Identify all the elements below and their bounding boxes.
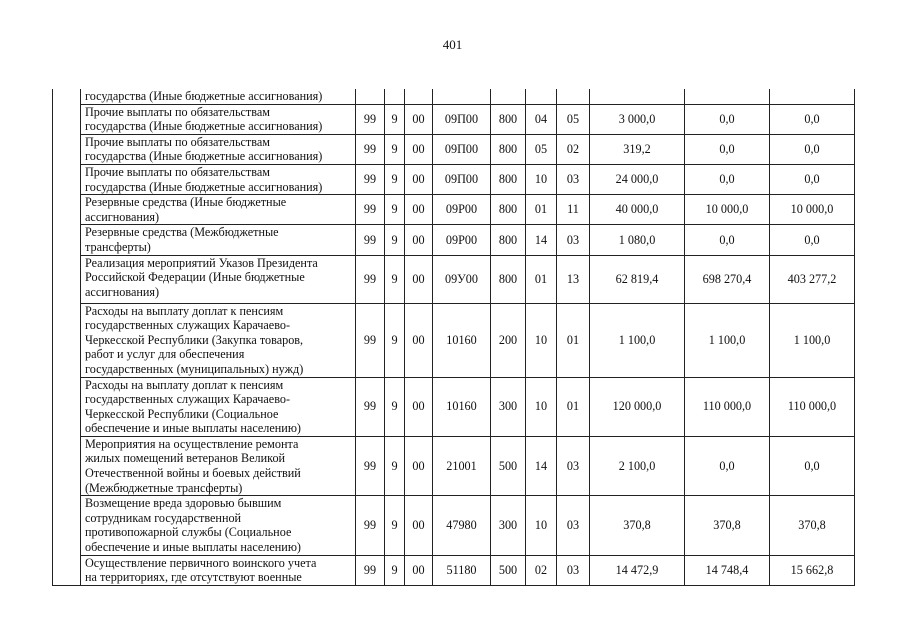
section-code-cell: 02: [526, 555, 557, 585]
expense-name-line: Черкесской Республики (Закупка товаров,: [85, 332, 304, 347]
amount-year-2-cell: 698 270,4: [685, 255, 770, 303]
row-index-cell: [53, 195, 81, 225]
subsection-code-cell: 13: [557, 255, 590, 303]
amount-year-3-cell: 403 277,2: [770, 255, 855, 303]
direction-code-cell: 09Р00: [433, 225, 491, 255]
expense-name-cell: [81, 104, 356, 134]
table-row: [53, 496, 856, 555]
row-index-cell: [53, 255, 81, 303]
expense-name-line: Прочие выплаты по обязательствам: [85, 164, 270, 179]
expense-type-code-cell: 800: [491, 164, 526, 194]
section-code-cell: 10: [526, 496, 557, 555]
amount-year-2-cell: 0,0: [685, 134, 770, 164]
amount-year-2-cell: 1 100,0: [685, 303, 770, 377]
amount-year-1-cell: 24 000,0: [590, 164, 685, 194]
main-event-code-cell: 00: [405, 134, 433, 164]
row-index-cell: [53, 496, 81, 555]
table-row: [53, 555, 856, 585]
direction-code-cell: 09У00: [433, 255, 491, 303]
trailing-cell: [855, 255, 856, 303]
direction-code-cell: 10160: [433, 303, 491, 377]
expense-name-line: (Межбюджетные трансферты): [85, 480, 243, 495]
ministry-code-cell: 99: [356, 225, 385, 255]
amount-year-2-cell: 0,0: [685, 225, 770, 255]
row-index-cell: [53, 134, 81, 164]
amount-year-1-cell: 120 000,0: [590, 377, 685, 436]
expense-name-cell: [81, 164, 356, 194]
subsection-code-cell: 03: [557, 496, 590, 555]
expense-name-line: Прочие выплаты по обязательствам: [85, 134, 270, 149]
expense-name-line: обеспечение и иные выплаты населению): [85, 421, 301, 436]
expense-name-line: Резервные средства (Иные бюджетные: [85, 195, 287, 210]
row-index-cell: [53, 104, 81, 134]
ministry-code-cell: 99: [356, 104, 385, 134]
ministry-code-cell: 99: [356, 436, 385, 495]
direction-code-cell: 10160: [433, 377, 491, 436]
row-index-cell: [53, 303, 81, 377]
expense-name-line: государственных служащих Карачаево-: [85, 392, 291, 407]
main-event-code-cell: 00: [405, 104, 433, 134]
subprogram-code-cell: 9: [385, 303, 405, 377]
main-event-code-cell: 00: [405, 225, 433, 255]
main-event-code-cell: 00: [405, 555, 433, 585]
main-event-code-cell: 00: [405, 164, 433, 194]
subprogram-code-cell: 9: [385, 436, 405, 495]
expense-type-code-cell: 800: [491, 104, 526, 134]
subprogram-code-cell: 9: [385, 555, 405, 585]
amount-year-2-cell: 10 000,0: [685, 195, 770, 225]
subsection-code-cell: 03: [557, 555, 590, 585]
trailing-cell: [855, 104, 856, 134]
trailing-cell: [855, 496, 856, 555]
expense-name-line: работ и услуг для обеспечения: [85, 347, 245, 362]
expense-name-line: государственных (муниципальных) нужд): [85, 361, 304, 376]
expense-name-line: государства (Иные бюджетные ассигнования): [85, 179, 323, 194]
amount-year-1-cell: 14 472,9: [590, 555, 685, 585]
table-row: [53, 303, 856, 377]
subsection-code-cell: 03: [557, 436, 590, 495]
amount-year-2-cell: [685, 89, 770, 104]
subsection-code-cell: 02: [557, 134, 590, 164]
amount-year-3-cell: 0,0: [770, 436, 855, 495]
expense-name-line: обеспечение и иные выплаты населению): [85, 540, 301, 555]
amount-year-3-cell: 15 662,8: [770, 555, 855, 585]
direction-code-cell: 09П00: [433, 104, 491, 134]
row-index-cell: [53, 225, 81, 255]
subprogram-code-cell: 9: [385, 377, 405, 436]
expense-name-line: трансферты): [85, 239, 151, 254]
table-row: [53, 89, 856, 104]
subsection-code-cell: [557, 89, 590, 104]
trailing-cell: [855, 225, 856, 255]
section-code-cell: 10: [526, 377, 557, 436]
expense-name-cell: [81, 377, 356, 436]
subprogram-code-cell: 9: [385, 164, 405, 194]
table-row: [53, 195, 856, 225]
expense-name-line: Черкесской Республики (Социальное: [85, 406, 279, 421]
amount-year-3-cell: 0,0: [770, 104, 855, 134]
direction-code-cell: 51180: [433, 555, 491, 585]
main-event-code-cell: 00: [405, 195, 433, 225]
ministry-code-cell: 99: [356, 303, 385, 377]
ministry-code-cell: 99: [356, 255, 385, 303]
amount-year-1-cell: 3 000,0: [590, 104, 685, 134]
main-event-code-cell: [405, 89, 433, 104]
expense-name-line: Расходы на выплату доплат к пенсиям: [85, 303, 284, 318]
expense-type-code-cell: [491, 89, 526, 104]
ministry-code-cell: 99: [356, 496, 385, 555]
expense-name-line: жилых помещений ветеранов Великой: [85, 451, 286, 466]
table-row: [53, 134, 856, 164]
expense-name-line: Осуществление первичного воинского учета: [85, 555, 317, 570]
subprogram-code-cell: 9: [385, 496, 405, 555]
table-row: [53, 225, 856, 255]
expense-type-code-cell: 800: [491, 195, 526, 225]
budget-table: [52, 89, 855, 586]
expense-name-line: Прочие выплаты по обязательствам: [85, 104, 270, 119]
amount-year-3-cell: 370,8: [770, 496, 855, 555]
direction-code-cell: 21001: [433, 436, 491, 495]
row-index-cell: [53, 436, 81, 495]
expense-name-cell: [81, 134, 356, 164]
subsection-code-cell: 03: [557, 164, 590, 194]
amount-year-1-cell: 370,8: [590, 496, 685, 555]
amount-year-1-cell: 1 080,0: [590, 225, 685, 255]
row-index-cell: [53, 377, 81, 436]
direction-code-cell: [433, 89, 491, 104]
expense-name-line: Реализация мероприятий Указов Президента: [85, 255, 318, 270]
expense-type-code-cell: 200: [491, 303, 526, 377]
expense-type-code-cell: 300: [491, 377, 526, 436]
ministry-code-cell: 99: [356, 555, 385, 585]
subprogram-code-cell: 9: [385, 255, 405, 303]
section-code-cell: 14: [526, 436, 557, 495]
trailing-cell: [855, 164, 856, 194]
expense-name-line: государственных служащих Карачаево-: [85, 318, 291, 333]
amount-year-3-cell: 10 000,0: [770, 195, 855, 225]
expense-type-code-cell: 500: [491, 555, 526, 585]
section-code-cell: 10: [526, 164, 557, 194]
amount-year-1-cell: 40 000,0: [590, 195, 685, 225]
expense-type-code-cell: 800: [491, 255, 526, 303]
amount-year-2-cell: 14 748,4: [685, 555, 770, 585]
trailing-cell: [855, 555, 856, 585]
amount-year-2-cell: 110 000,0: [685, 377, 770, 436]
trailing-cell: [855, 436, 856, 495]
section-code-cell: 14: [526, 225, 557, 255]
expense-name-line: ассигнования): [85, 284, 160, 299]
expense-name-cell: [81, 225, 356, 255]
expense-name-line: Отечественной войны и боевых действий: [85, 466, 301, 481]
section-code-cell: 01: [526, 255, 557, 303]
subsection-code-cell: 03: [557, 225, 590, 255]
expense-name-cell: [81, 555, 356, 585]
row-index-cell: [53, 89, 81, 104]
amount-year-2-cell: 0,0: [685, 436, 770, 495]
amount-year-1-cell: 1 100,0: [590, 303, 685, 377]
main-event-code-cell: 00: [405, 496, 433, 555]
page-number: 401: [442, 37, 463, 52]
subsection-code-cell: 01: [557, 303, 590, 377]
amount-year-2-cell: 0,0: [685, 104, 770, 134]
ministry-code-cell: 99: [356, 164, 385, 194]
table-row: [53, 164, 856, 194]
subsection-code-cell: 11: [557, 195, 590, 225]
section-code-cell: 10: [526, 303, 557, 377]
amount-year-3-cell: 0,0: [770, 225, 855, 255]
direction-code-cell: 09П00: [433, 134, 491, 164]
table-row: [53, 104, 856, 134]
direction-code-cell: 47980: [433, 496, 491, 555]
subprogram-code-cell: 9: [385, 134, 405, 164]
section-code-cell: [526, 89, 557, 104]
amount-year-1-cell: 62 819,4: [590, 255, 685, 303]
expense-name-line: государства (Иные бюджетные ассигнования): [85, 89, 323, 103]
subprogram-code-cell: 9: [385, 225, 405, 255]
amount-year-1-cell: [590, 89, 685, 104]
row-index-cell: [53, 555, 81, 585]
expense-name-cell: [81, 436, 356, 495]
expense-name-line: ассигнования): [85, 209, 160, 224]
direction-code-cell: 09Р00: [433, 195, 491, 225]
row-index-cell: [53, 164, 81, 194]
amount-year-3-cell: 0,0: [770, 164, 855, 194]
expense-type-code-cell: 300: [491, 496, 526, 555]
trailing-cell: [855, 89, 856, 104]
expense-type-code-cell: 500: [491, 436, 526, 495]
expense-name-cell: [81, 255, 356, 303]
section-code-cell: 05: [526, 134, 557, 164]
trailing-cell: [855, 195, 856, 225]
expense-name-cell: [81, 496, 356, 555]
expense-name-cell: [81, 303, 356, 377]
amount-year-1-cell: 319,2: [590, 134, 685, 164]
expense-name-line: Мероприятия на осуществление ремонта: [85, 436, 299, 451]
amount-year-3-cell: 1 100,0: [770, 303, 855, 377]
ministry-code-cell: 99: [356, 134, 385, 164]
subprogram-code-cell: 9: [385, 195, 405, 225]
expense-name-line: Резервные средства (Межбюджетные: [85, 225, 279, 240]
table-row: [53, 255, 856, 303]
amount-year-3-cell: [770, 89, 855, 104]
expense-type-code-cell: 800: [491, 134, 526, 164]
trailing-cell: [855, 134, 856, 164]
expense-name-cell: [81, 89, 356, 104]
expense-name-line: государства (Иные бюджетные ассигнования): [85, 149, 323, 164]
expense-name-line: Расходы на выплату доплат к пенсиям: [85, 377, 284, 392]
trailing-cell: [855, 377, 856, 436]
main-event-code-cell: 00: [405, 436, 433, 495]
subprogram-code-cell: [385, 89, 405, 104]
expense-name-line: сотрудникам государственной: [85, 510, 242, 525]
amount-year-2-cell: 370,8: [685, 496, 770, 555]
main-event-code-cell: 00: [405, 377, 433, 436]
amount-year-2-cell: 0,0: [685, 164, 770, 194]
amount-year-3-cell: 0,0: [770, 134, 855, 164]
subsection-code-cell: 01: [557, 377, 590, 436]
expense-type-code-cell: 800: [491, 225, 526, 255]
expense-name-cell: [81, 195, 356, 225]
amount-year-3-cell: 110 000,0: [770, 377, 855, 436]
ministry-code-cell: 99: [356, 377, 385, 436]
main-event-code-cell: 00: [405, 255, 433, 303]
expense-name-line: государства (Иные бюджетные ассигнования): [85, 119, 323, 134]
main-event-code-cell: 00: [405, 303, 433, 377]
ministry-code-cell: 99: [356, 195, 385, 225]
expense-name-line: на территориях, где отсутствуют военные: [85, 570, 302, 585]
expense-name-line: Российской Федерации (Иные бюджетные: [85, 270, 305, 285]
section-code-cell: 04: [526, 104, 557, 134]
direction-code-cell: 09П00: [433, 164, 491, 194]
table-row: [53, 436, 856, 495]
trailing-cell: [855, 303, 856, 377]
table-row: [53, 377, 856, 436]
subsection-code-cell: 05: [557, 104, 590, 134]
expense-name-line: противопожарной службы (Социальное: [85, 525, 292, 540]
section-code-cell: 01: [526, 195, 557, 225]
ministry-code-cell: [356, 89, 385, 104]
expense-name-line: Возмещение вреда здоровью бывшим: [85, 496, 282, 511]
subprogram-code-cell: 9: [385, 104, 405, 134]
amount-year-1-cell: 2 100,0: [590, 436, 685, 495]
